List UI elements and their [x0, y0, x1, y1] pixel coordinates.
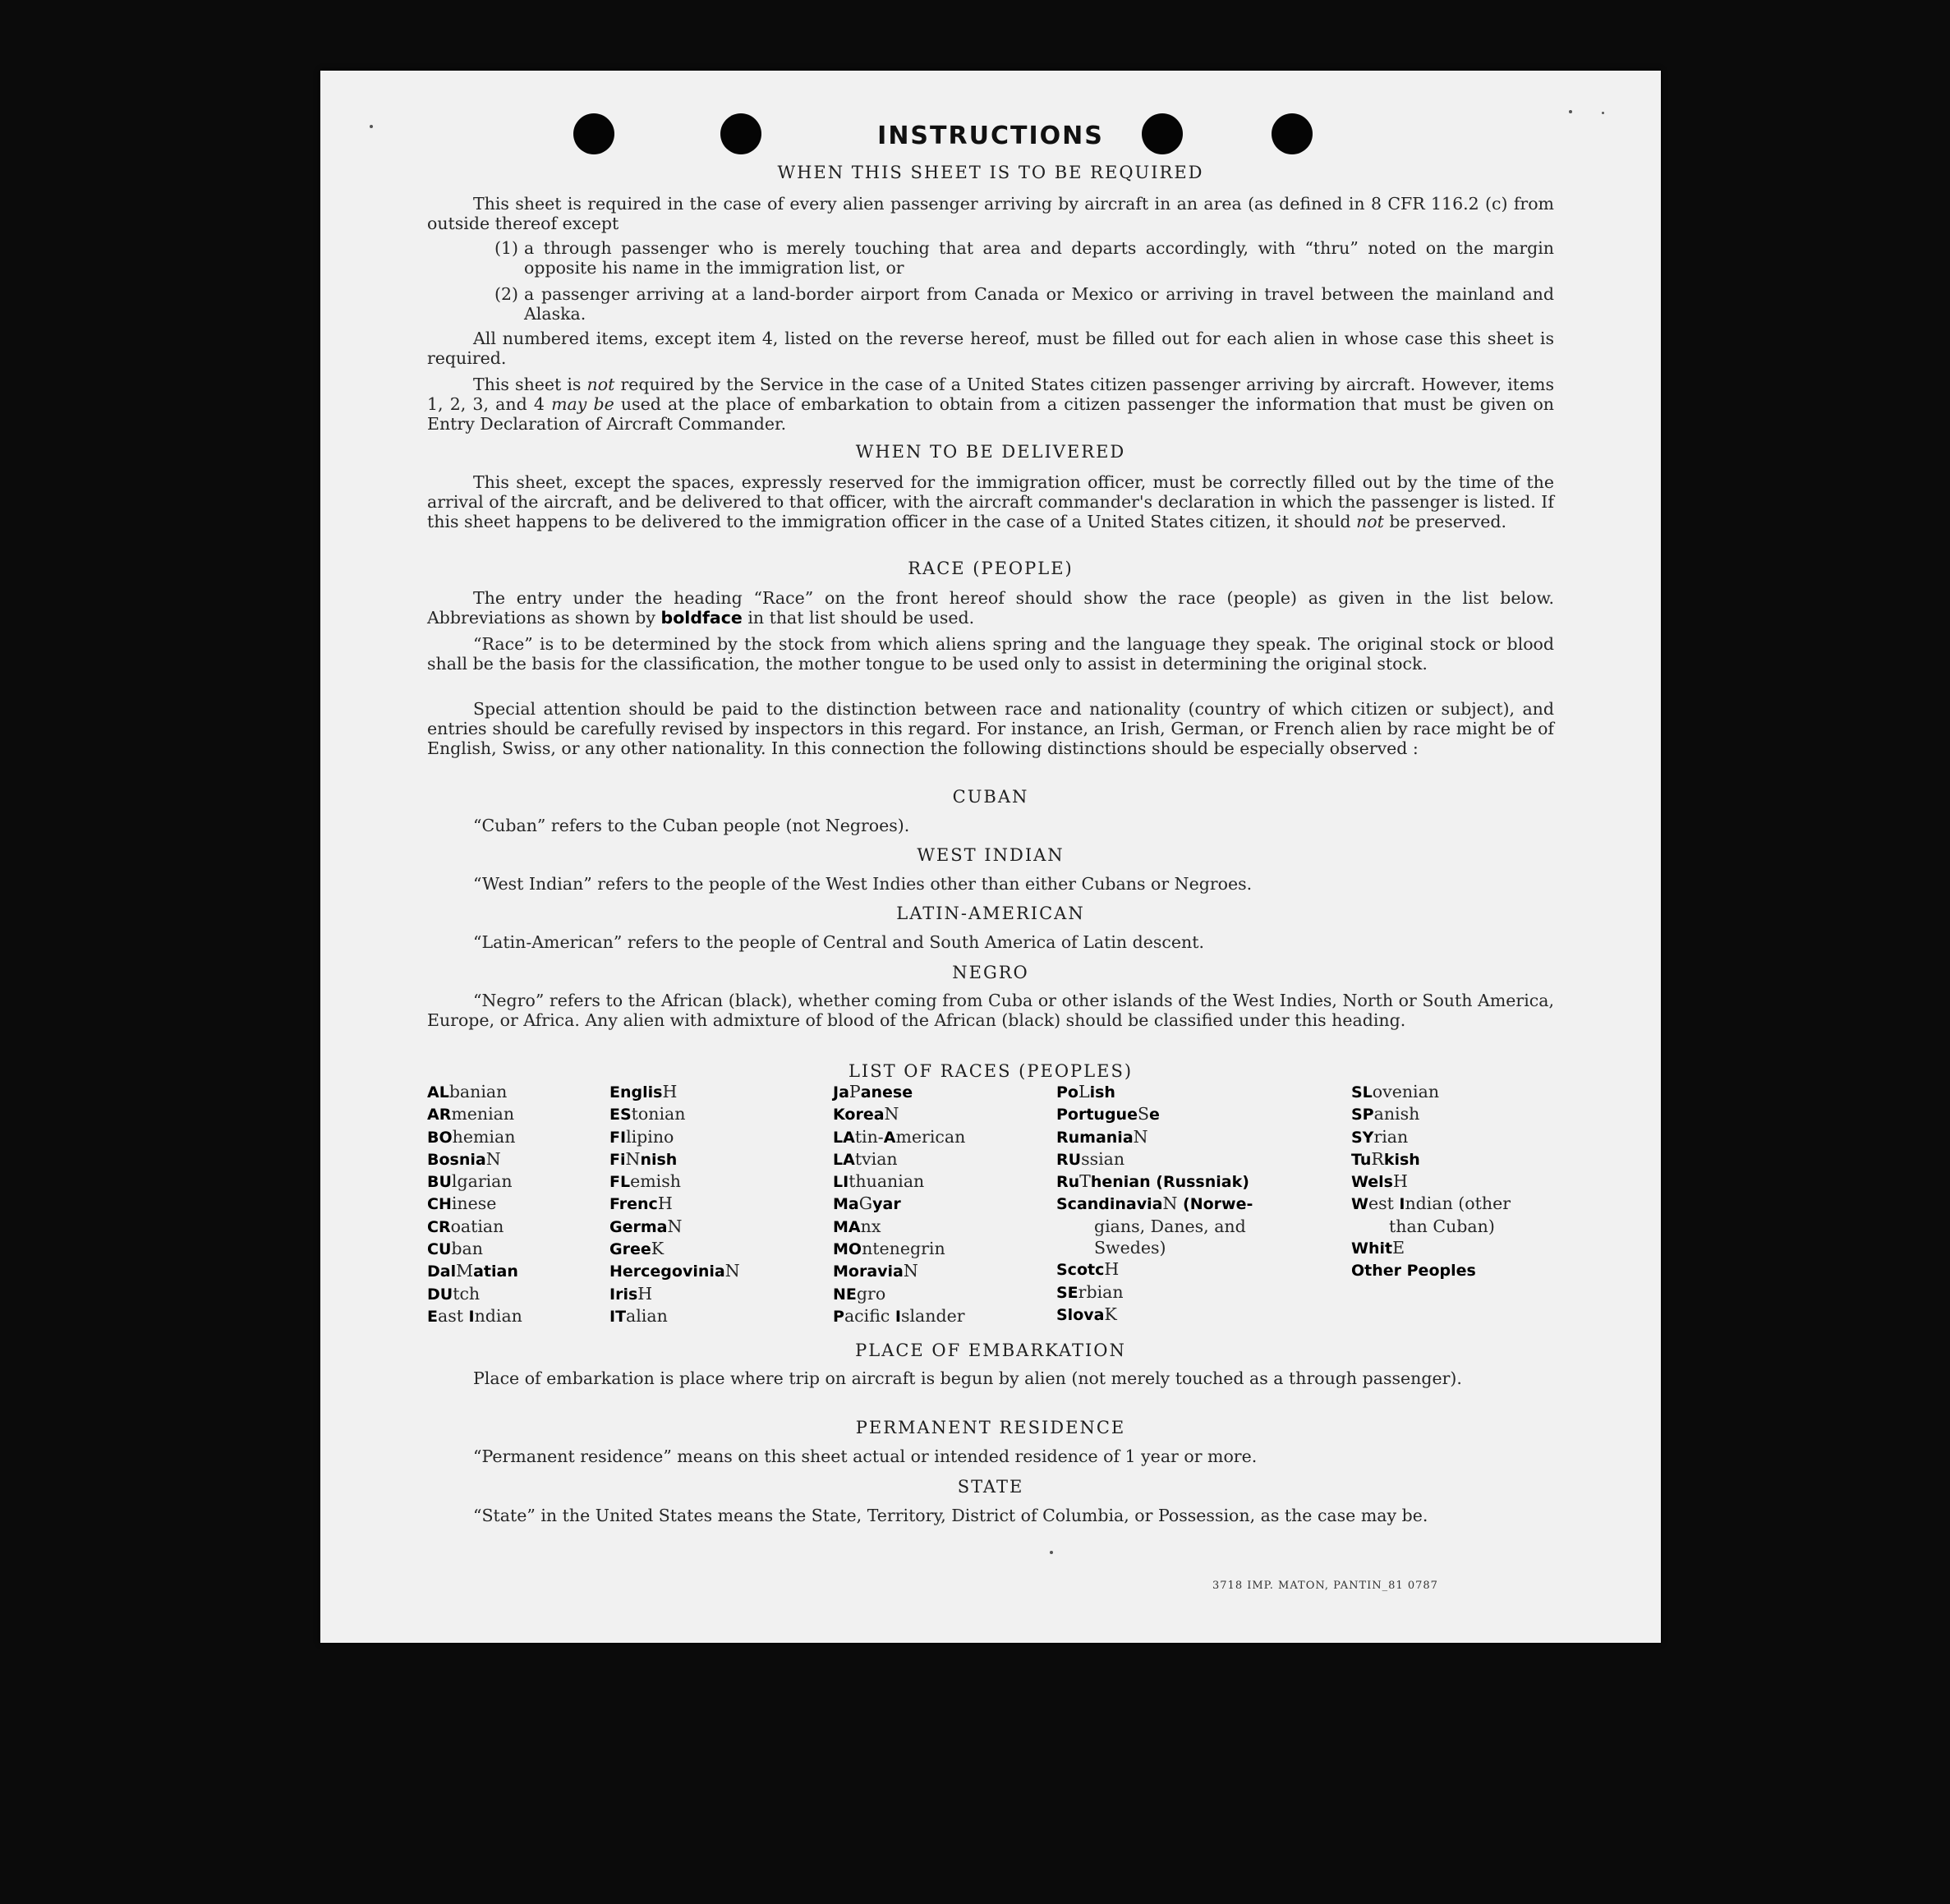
race-entry: BOhemian — [427, 1126, 516, 1147]
race-entry: GreeK — [609, 1239, 665, 1259]
paragraph: “State” in the United States means the State, Territory, District of Columbia, or Possession, as the case may be. — [473, 1506, 1428, 1525]
race-entry: EStonian — [609, 1104, 686, 1124]
paragraph: “Race” is to be determined by the stock from which aliens spring and the language they speak. The original stock or blood shall be the basis for the classification, the mother tongue to be used only to assist in determining the original stock. — [427, 634, 1554, 674]
race-entry: East Indian — [427, 1305, 522, 1326]
race-entry: FiNnish — [609, 1148, 678, 1169]
section-heading: RACE (PEOPLE) — [908, 559, 1074, 578]
race-entry: IrisH — [609, 1283, 653, 1304]
race-entry: BUlgarian — [427, 1171, 513, 1192]
section-heading: LATIN-AMERICAN — [896, 904, 1085, 923]
race-entry: MoraviaN — [833, 1261, 918, 1281]
race-entry: FrencH — [609, 1193, 673, 1214]
race-entry: LAtvian — [833, 1148, 898, 1169]
race-entry: SLovenian — [1351, 1082, 1440, 1101]
race-entry: RumaniaN — [1056, 1126, 1148, 1147]
race-entry: Swedes) — [1094, 1238, 1166, 1258]
race-entry: KoreaN — [833, 1104, 899, 1124]
paragraph: This sheet is required in the case of every alien passenger arriving by aircraft in an area (as defined in 8 CFR 116.2 (c) from outside thereof except — [427, 194, 1554, 233]
race-entry: WhitE — [1351, 1238, 1405, 1258]
race-column — [1351, 1081, 1511, 1282]
race-entry: RUssian — [1056, 1148, 1125, 1169]
paragraph: “Negro” refers to the African (black), whether coming from Cuba or other islands of the West Indies, North or South America, Europe, or Africa. Any alien with admixture of blood of the African (black) should be classified under this heading. — [427, 991, 1554, 1030]
race-entry: SPanish — [1351, 1104, 1420, 1124]
race-entry: Pacific Islander — [833, 1305, 965, 1326]
race-entry: MAnx — [833, 1216, 881, 1236]
race-entry: PoLish — [1056, 1082, 1115, 1101]
race-entry: Other Peoples — [1351, 1262, 1476, 1281]
section-heading: WEST INDIAN — [917, 845, 1065, 865]
race-entry: GermaN — [609, 1216, 683, 1236]
instruction-sheet — [320, 71, 1661, 1643]
section-heading: STATE — [957, 1477, 1024, 1497]
paragraph: “Cuban” refers to the Cuban people (not Negroes). — [473, 816, 910, 835]
race-entry: West Indian (other — [1351, 1193, 1511, 1214]
race-entry: CUban — [427, 1239, 483, 1259]
race-entry: RuThenian (Russniak) — [1056, 1171, 1249, 1192]
section-heading: WHEN THIS SHEET IS TO BE REQUIRED — [777, 163, 1204, 182]
exception-item: (2) a passenger arriving at a land-border airport from Canada or Mexico or arriving in travel between the mainland and Alaska. — [494, 284, 1554, 324]
paragraph: This sheet is not required by the Service in the case of a United States citizen passenger arriving by aircraft. However, items 1, 2, 3, and 4 may be used at the place of embarkation to obtain from a citizen passenger the information that must be given on Entry Declaration of Aircraft Commander. — [427, 375, 1554, 434]
paragraph: All numbered items, except item 4, listed on the reverse hereof, must be filled out for each alien in whose case this sheet is required. — [427, 329, 1554, 368]
race-entry: ARmenian — [427, 1104, 515, 1124]
race-column — [1056, 1081, 1253, 1326]
race-entry: HercegoviniaN — [609, 1261, 740, 1281]
race-column — [609, 1081, 740, 1327]
race-entry: LAtin-American — [833, 1126, 966, 1147]
paragraph: The entry under the heading “Race” on the front hereof should show the race (people) as given in the list below. Abbreviations as shown by boldface in that list should be used. — [427, 588, 1554, 628]
race-entry: SYrian — [1351, 1126, 1409, 1147]
dust-speck — [1569, 110, 1572, 113]
dust-speck — [1602, 112, 1604, 114]
race-entry: LIthuanian — [833, 1171, 925, 1192]
dust-speck — [1050, 1551, 1053, 1554]
race-entry: MaGyar — [833, 1193, 901, 1214]
race-entry: SlovaK — [1056, 1304, 1117, 1324]
paragraph: Special attention should be paid to the distinction between race and nationality (country of which citizen or subject), and entries should be carefully revised by inspectors in this regard. For instance, an Irish, German, or French alien by race might be of English, Swiss, or any other nationality. In this connection the following distinctions should be especially observed : — [427, 699, 1554, 758]
paragraph: Place of embarkation is place where trip on aircraft is begun by alien (not merely touched as a through passenger). — [473, 1368, 1462, 1388]
section-heading: PERMANENT RESIDENCE — [855, 1418, 1126, 1437]
race-entry: BosniaN — [427, 1148, 501, 1169]
paragraph: “Latin-American” refers to the people of Central and South America of Latin descent. — [473, 932, 1204, 952]
section-heading: CUBAN — [952, 787, 1029, 807]
paragraph: “Permanent residence” means on this sheet actual or intended residence of 1 year or more. — [473, 1446, 1258, 1466]
paragraph: This sheet, except the spaces, expressly reserved for the immigration officer, must be correctly filled out by the time of the arrival of the aircraft, and be delivered to that officer, with the aircraft commander's declaration in which the passenger is listed. If this sheet happens to be delivered to the immigration officer in the case of a United States citizen, it should not be preserved. — [427, 472, 1554, 531]
section-heading: WHEN TO BE DELIVERED — [855, 442, 1126, 462]
paragraph: “West Indian” refers to the people of the West Indies other than either Cubans or Negroes. — [473, 874, 1253, 894]
printer-imprint: 3718 IMP. MATON, PANTIN_81 0787 — [1212, 1580, 1438, 1592]
section-heading: PLACE OF EMBARKATION — [855, 1341, 1126, 1360]
race-entry: NEgro — [833, 1283, 886, 1304]
race-entry: EnglisH — [609, 1082, 678, 1101]
race-entry: MOntenegrin — [833, 1239, 945, 1259]
race-entry: ScotcH — [1056, 1259, 1120, 1280]
race-column — [833, 1081, 965, 1327]
race-column — [427, 1081, 522, 1327]
race-entry: ScandinaviaN (Norwe- — [1056, 1193, 1253, 1214]
race-entry: than Cuban) — [1389, 1216, 1495, 1236]
race-entry: TuRkish — [1351, 1148, 1420, 1169]
section-heading: NEGRO — [952, 963, 1029, 982]
section-heading: LIST OF RACES (PEOPLES) — [848, 1061, 1134, 1081]
race-entry: CHinese — [427, 1193, 497, 1214]
race-entry: SErbian — [1056, 1281, 1124, 1302]
race-entry: DUtch — [427, 1283, 481, 1304]
race-entry: FIlipino — [609, 1126, 674, 1147]
race-entry: WelsH — [1351, 1171, 1408, 1192]
exception-item: (1) a through passenger who is merely touching that area and departs accordingly, with “thru” noted on the margin opposite his name in the immigration list, or — [494, 238, 1554, 278]
page-title: INSTRUCTIONS — [877, 122, 1104, 150]
race-entry: FLemish — [609, 1171, 681, 1192]
race-entry: CRoatian — [427, 1216, 504, 1236]
race-entry: JaPanese — [833, 1082, 913, 1101]
race-entry: PortugueSe — [1056, 1104, 1160, 1124]
race-entry: ITalian — [609, 1305, 668, 1326]
race-entry: gians, Danes, and — [1094, 1216, 1246, 1236]
race-entry: DalMatian — [427, 1261, 518, 1281]
race-entry: ALbanian — [427, 1082, 508, 1101]
